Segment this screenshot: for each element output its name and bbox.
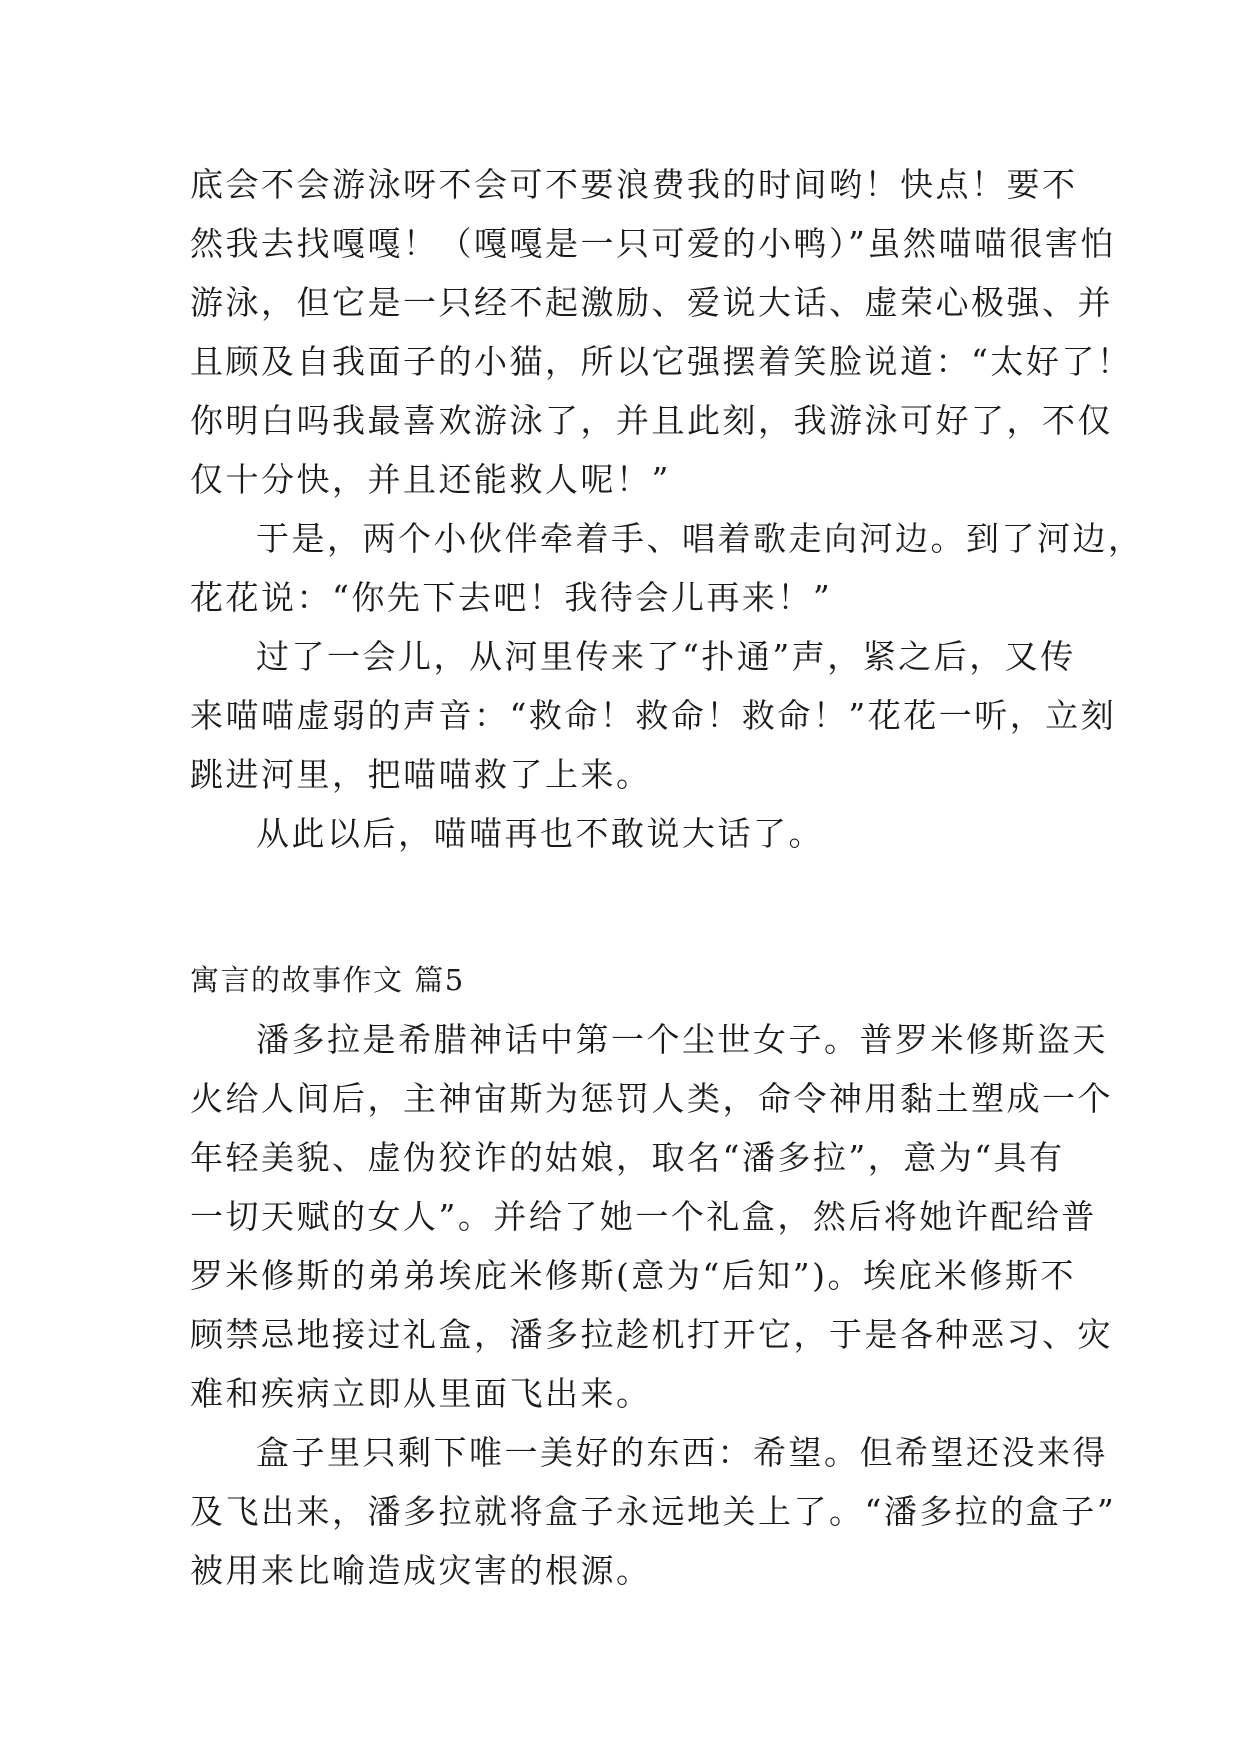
paragraph-3 [190,627,1117,804]
text-line: 你明白吗我最喜欢游泳了，并且此刻，我游泳可好了，不仅 [190,401,1113,440]
text-line: 潘多拉是希腊神话中第一个尘世女子。普罗米修斯盗天 [256,1020,1108,1059]
section-gap [190,863,1060,951]
text-line: 来喵喵虚弱的声音：“救命！救命！救命！”花花一听，立刻 [190,696,1117,735]
text-line: 过了一会儿，从河里传来了“扑通”声，紧之后，又传 [256,637,1076,676]
text-line: 于是，两个小伙伴牵着手、唱着歌走向河边。到了河边， [256,519,1144,558]
text-line: 底会不会游泳呀不会可不要浪费我的时间哟！快点！要不 [190,165,1078,204]
paragraph-5 [190,1010,1113,1423]
document-page [190,155,1144,1600]
text-line: 被用来比喻造成灾害的根源。 [190,1551,652,1590]
text-line: 然我去找嘎嘎！（嘎嘎是一只可爱的小鸭）”虽然喵喵很害怕 [190,224,1116,263]
text-line: 难和疾病立即从里面飞出来。 [190,1374,652,1413]
text-line: 仅十分快，并且还能救人呢！” [190,460,671,499]
text-line: 年轻美貌、虚伪狡诈的姑娘，取名“潘多拉”，意为“具有 [190,1138,1065,1177]
text-line: 及飞出来，潘多拉就将盒子永远地关上了。“潘多拉的盒子” [190,1492,1117,1531]
text-line: 且顾及自我面子的小猫，所以它强摆着笑脸说道：“太好了！ [190,342,1133,381]
text-line: 从此以后，喵喵再也不敢说大话了。 [256,814,824,853]
paragraph-4 [190,804,1060,863]
paragraph-2 [190,509,1144,627]
text-line: 罗米修斯的弟弟埃庇米修斯(意为“后知”)。埃庇米修斯不 [190,1256,1076,1295]
text-line: 游泳，但它是一只经不起激励、爱说大话、虚荣心极强、并 [190,283,1113,322]
text-line: 跳进河里，把喵喵救了上来。 [190,755,652,794]
text-line: 顾禁忌地接过礼盒，潘多拉趁机打开它，于是各种恶习、灾 [190,1315,1113,1354]
text-line: 盒子里只剩下唯一美好的东西：希望。但希望还没来得 [256,1433,1108,1472]
text-line: 花花说：“你先下去吧！我待会儿再来！” [190,578,833,617]
paragraph-1 [190,155,1133,509]
text-line: 一切天赋的女人”。并给了她一个礼盒，然后将她许配给普 [190,1197,1097,1236]
paragraph-6 [190,1423,1117,1600]
section-heading: 寓言的故事作文 篇5 [190,963,465,997]
text-line: 火给人间后，主神宙斯为惩罚人类，命令神用黏土塑成一个 [190,1079,1113,1118]
